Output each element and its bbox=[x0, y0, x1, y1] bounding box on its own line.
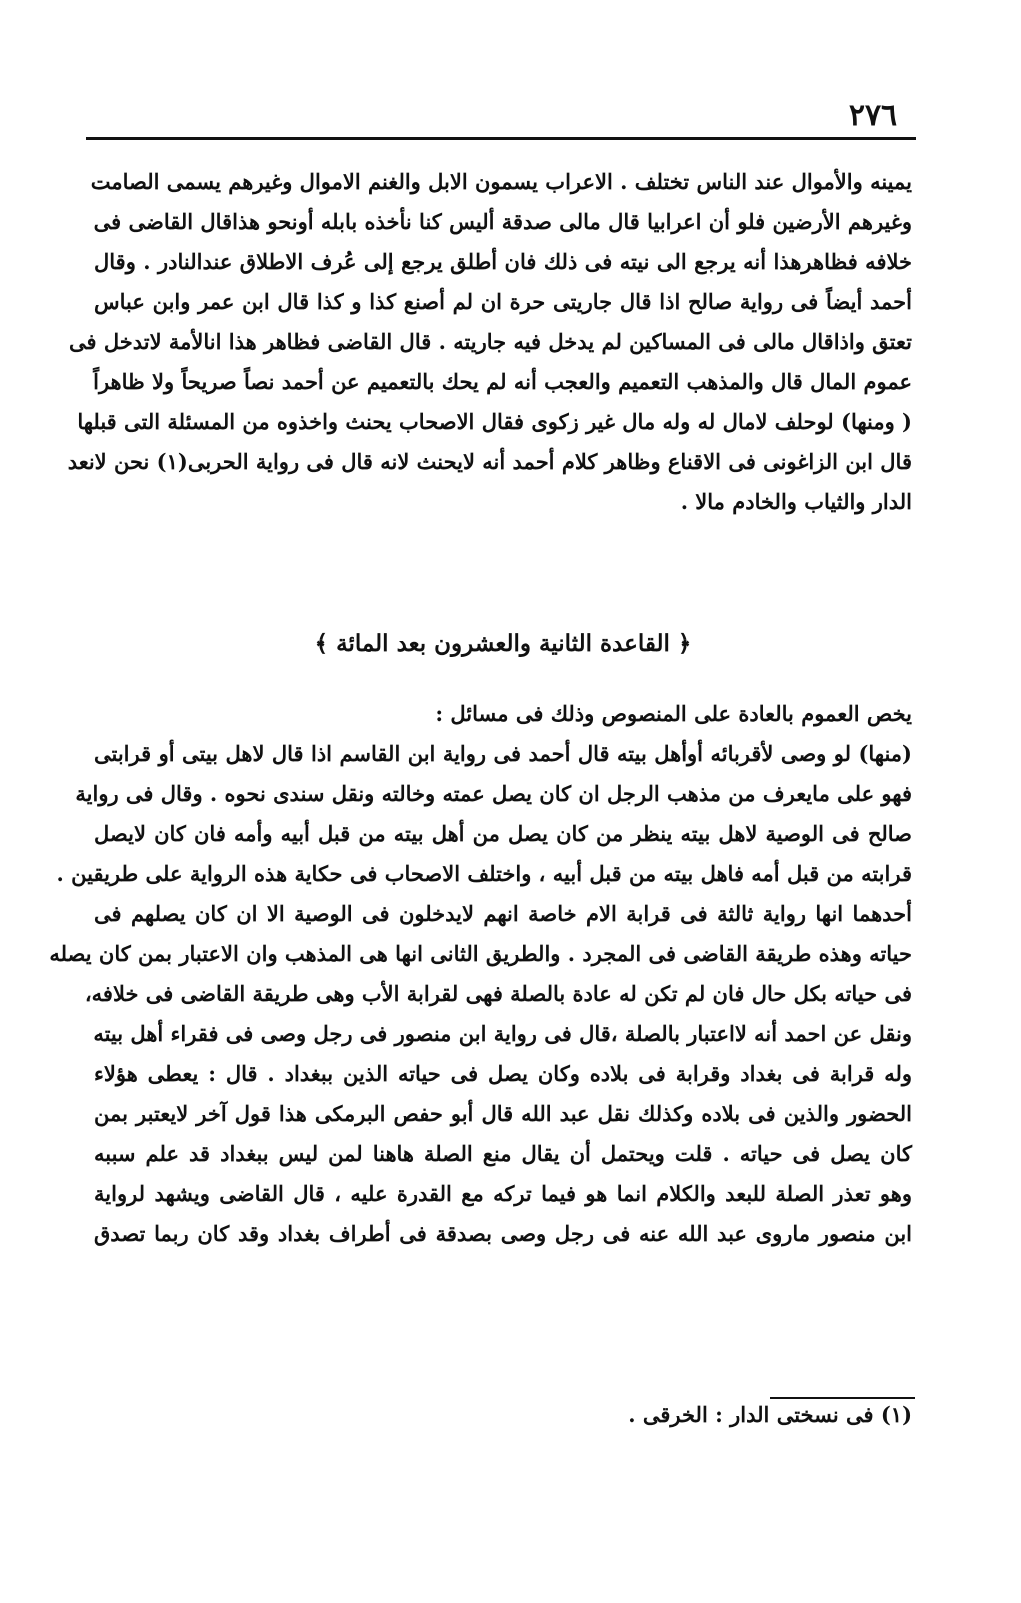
footnote: (١) فى نسختى الدار : الخرقى . bbox=[628, 1402, 912, 1427]
text-line: عموم المال قال والمذهب التعميم والعجب أنه لم يحك بالتعميم عن أحمد نصاً صريحاً ولا ظاهراً bbox=[93, 369, 912, 394]
paragraph-1 bbox=[67, 162, 912, 522]
footnote-rule bbox=[770, 1397, 915, 1399]
text-line: وهو تعذر الصلة للبعد والكلام انما هو فيما تركه مع القدرة عليه ، قال القاضى ويشهد لرواية bbox=[94, 1181, 912, 1206]
text-line: وغيرهم الأرضين فلو أن اعرابيا قال مالى صدقة أليس كنا نأخذه بابله أونحو هذاقال القاضى فى bbox=[93, 209, 912, 234]
text-line: حياته وهذه طريقة القاضى فى المجرد . والطريق الثانى انها هى المذهب وان الاعتبار بمن كان يصله bbox=[49, 941, 912, 966]
text-line: يخص العموم بالعادة على المنصوص وذلك فى مسائل : bbox=[435, 701, 912, 726]
text-line: كان يصل فى حياته . قلت ويحتمل أن يقال منع الصلة هاهنا لمن ليس ببغداد قد علم سببه bbox=[94, 1141, 912, 1166]
text-line: ( ومنها) لوحلف لامال له وله مال غير زكوى فقال الاصحاب يحنث واخذوه من المسئلة التى قبلها bbox=[77, 409, 912, 434]
text-line: فهو على مايعرف من مذهب الرجل ان كان يصل عمته وخالته ونقل سندى نحوه . وقال فى رواية bbox=[75, 781, 912, 806]
text-line: فى حياته بكل حال فان لم تكن له عادة بالصلة فهى لقرابة الأب وهى طريقة القاضى فى خلافه، bbox=[84, 981, 912, 1006]
text-line: أحمد أيضاً فى رواية صالح اذا قال جاريتى حرة ان لم أصنع كذا و كذا قال ابن عمر وابن عباس bbox=[94, 289, 912, 314]
text-line: الحضور والذين فى بلاده وكذلك نقل عبد الله قال أبو حفص البرمكى هذا قول آخر لايعتبر بمن bbox=[94, 1101, 912, 1126]
text-line: تعتق واذاقال مالى فى المساكين لم يدخل فيه جاريته . قال القاضى فظاهر هذا انالأمة لاتدخل فى bbox=[69, 329, 912, 354]
header-rule bbox=[86, 137, 916, 140]
text-line: قرابته من قبل أمه فاهل بيته من قبل أبيه ، واختلف الاصحاب فى حكاية هذه الرواية على طريقين . bbox=[56, 861, 912, 886]
text-line: قال ابن الزاغونى فى الاقناع وظاهر كلام أحمد أنه لايحنث لانه قال فى رواية الحربى(١) نحن لانعد bbox=[67, 449, 912, 474]
text-line: يمينه والأموال عند الناس تختلف . الاعراب يسمون الابل والغنم الاموال وغيرهم يسمى الصامت bbox=[90, 169, 912, 194]
page-number: ٢٧٦ bbox=[848, 98, 898, 133]
text-line: أحدهما انها رواية ثالثة فى قرابة الام خاصة انهم لايدخلون فى الوصية الا ان كان يصلهم فى bbox=[94, 901, 912, 926]
text-line: خلافه فظاهرهذا أنه يرجع الى نيته فى ذلك فان أطلق يرجع إلى عُرف الاطلاق عندالنادر . وقال bbox=[94, 249, 912, 274]
paragraph-2 bbox=[49, 694, 912, 1254]
text-line: ابن منصور ماروى عبد الله عنه فى رجل وصى بصدقة فى أطراف بغداد وقد كان ربما تصدق bbox=[94, 1221, 912, 1246]
text-line: (منها) لو وصى لأقربائه أوأهل بيته قال أحمد فى رواية ابن القاسم اذا قال لاهل بيتى أو قرابتى bbox=[94, 741, 912, 766]
text-line: صالح فى الوصية لاهل بيته ينظر من كان يصل من أهل بيته من قبل أبيه وأمه فان كان لايصل bbox=[94, 821, 912, 846]
text-line: ونقل عن احمد أنه لااعتبار بالصلة ،قال فى رواية ابن منصور فى رجل وصى فى فقراء أهل بيته bbox=[93, 1021, 912, 1046]
text-line: الدار والثياب والخادم مالا . bbox=[680, 489, 912, 514]
text-line: وله قرابة فى بغداد وقرابة فى بلاده وكان يصل فى حياته الذين ببغداد . قال : يعطى هؤلاء bbox=[94, 1061, 912, 1086]
section-heading: ﴿ القاعدة الثانية والعشرون بعد المائة ﴾ bbox=[314, 630, 692, 657]
